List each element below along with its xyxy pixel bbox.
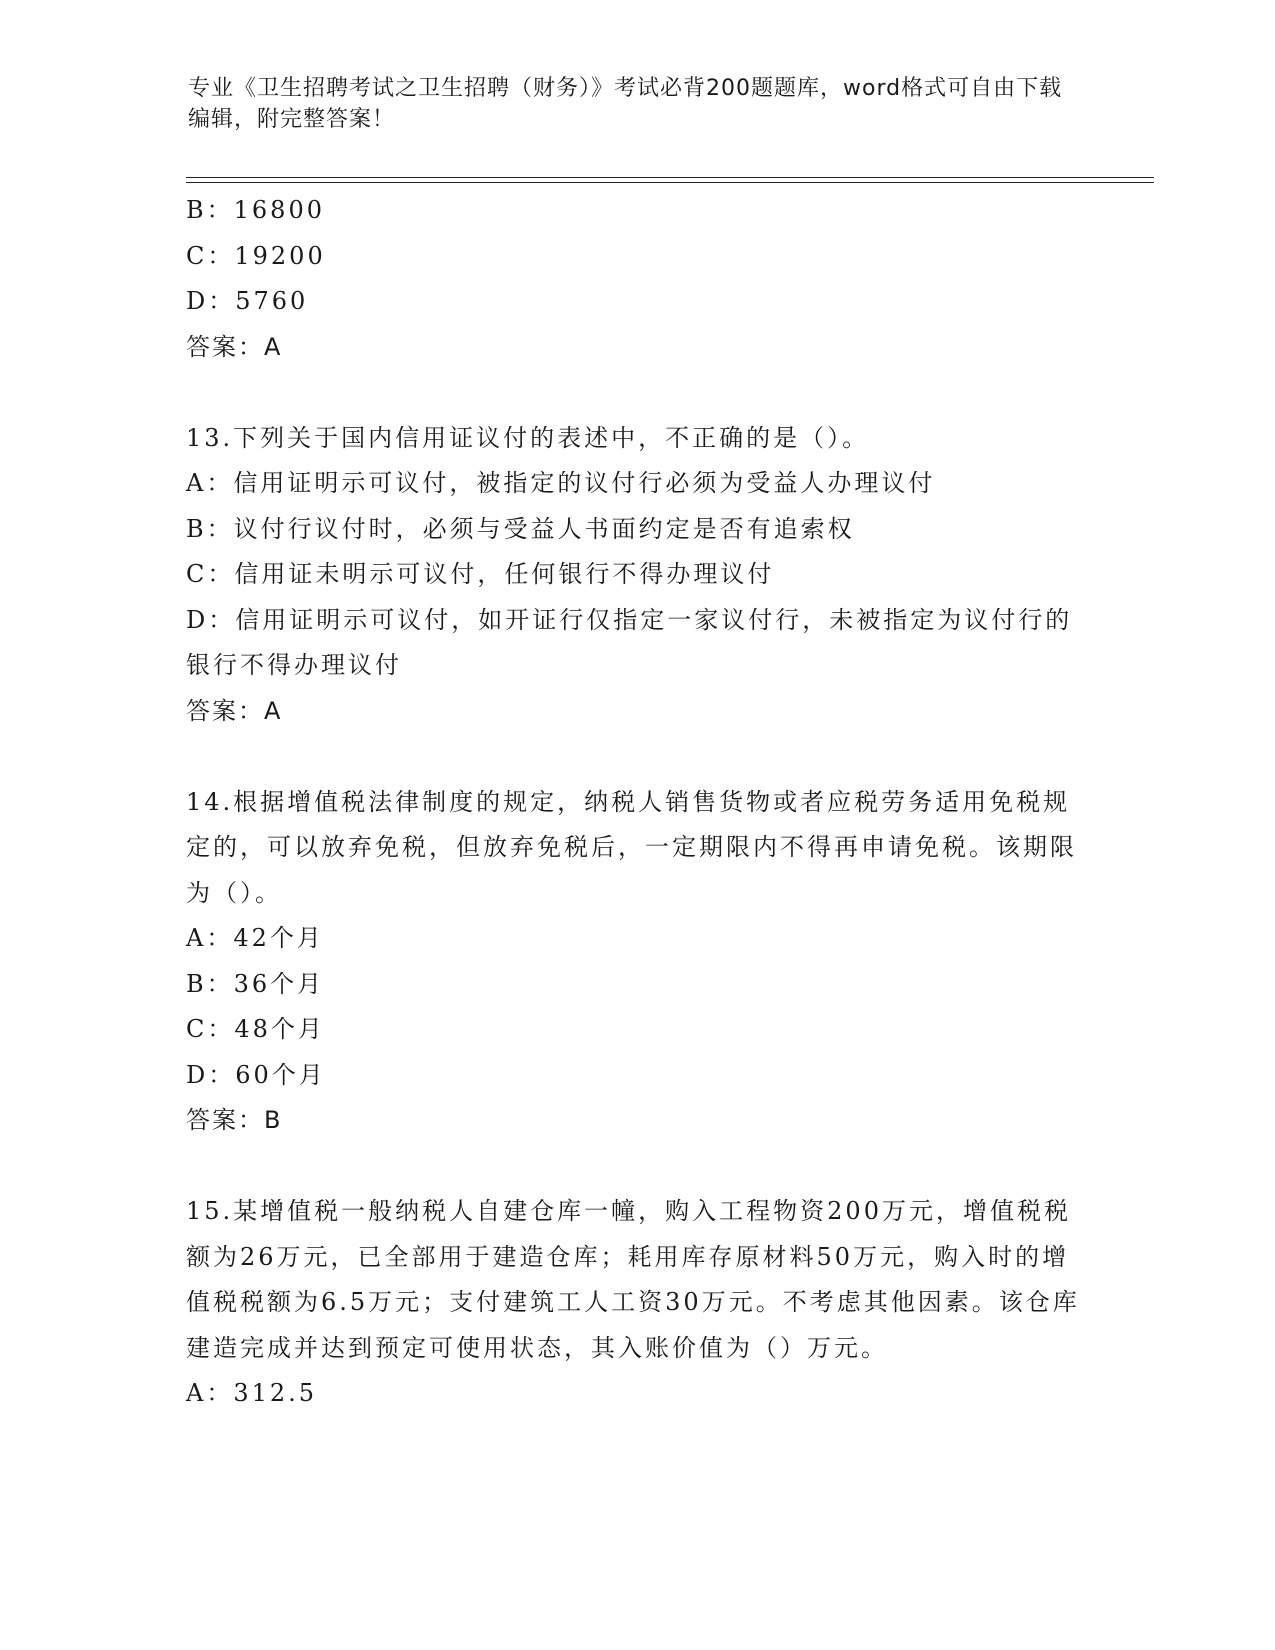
question-stem: 15.某增值税一般纳税人自建仓库一幢，购入工程物资200万元，增值税税额为26万元，已全部用于建造仓库；耗用库存原材料50万元，购入时的增值税税额为6.5万元；支付建筑工人工资30万元。不考虑其他因素。该仓库建造完成并达到预定可使用状态，其入账价值为（）万元。	[186, 1197, 1080, 1362]
option-c: C：信用证未明示可议付，任何银行不得办理议付	[186, 560, 775, 588]
question-15	[186, 1189, 1086, 1417]
option-d: D：信用证明示可议付，如开证行仅指定一家议付行，未被指定为议付行的银行不得办理议付	[186, 605, 1073, 679]
option-a: A：信用证明示可议付，被指定的议付行必须为受益人办理议付	[186, 469, 936, 497]
header-rule-top	[186, 177, 1154, 178]
option-a: A：312.5	[186, 1379, 318, 1407]
document-header: 专业《卫生招聘考试之卫生招聘（财务）》考试必背200题题库，word格式可自由下载编辑，附完整答案！	[188, 76, 1063, 132]
option-c: C：19200	[186, 241, 326, 270]
question-stem: 13.下列关于国内信用证议付的表述中，不正确的是（）。	[186, 423, 870, 452]
answer-line: 答案：A	[186, 332, 283, 361]
option-b: B：议付行议付时，必须与受益人书面约定是否有追索权	[186, 514, 855, 543]
option-c: C：48个月	[186, 1015, 325, 1043]
header-rule-bottom	[186, 182, 1154, 183]
answer-line: 答案：A	[186, 696, 283, 725]
option-a: A：42个月	[186, 924, 324, 952]
question-12-tail	[186, 188, 1086, 370]
question-14	[186, 780, 1086, 1144]
answer-line: 答案：B	[186, 1106, 283, 1134]
option-d: D：5760	[186, 287, 309, 315]
option-b: B：36个月	[186, 969, 325, 998]
question-13	[186, 416, 1086, 735]
document-body	[186, 188, 1086, 1417]
option-d: D：60个月	[186, 1060, 326, 1089]
question-stem: 14.根据增值税法律制度的规定，纳税人销售货物或者应税劳务适用免税规定的，可以放弃免税，但放弃免税后，一定期限内不得再申请免税。该期限为（）。	[186, 787, 1077, 907]
option-b: B：16800	[186, 196, 325, 224]
